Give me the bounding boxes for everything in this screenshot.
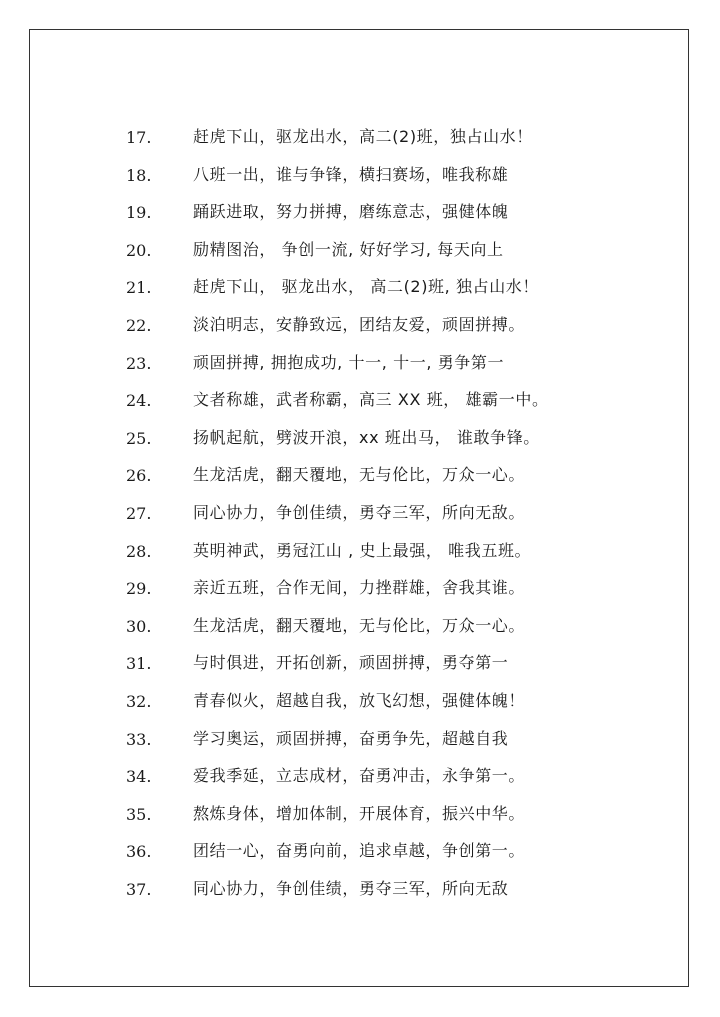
item-text: 熬炼身体，增加体制，开展体育，振兴中华。 bbox=[193, 803, 526, 823]
item-number: 17. bbox=[126, 128, 152, 147]
list-item bbox=[30, 383, 688, 421]
list-item bbox=[30, 609, 688, 647]
list-item bbox=[30, 120, 688, 158]
page-frame bbox=[29, 29, 689, 987]
list-item bbox=[30, 346, 688, 384]
item-text: 踊跃进取，努力拼搏，磨练意志，强健体魄 bbox=[193, 202, 509, 222]
item-text: 赶虎下山，驱龙出水，高二(2)班，独占山水！ bbox=[193, 127, 533, 146]
list-item bbox=[30, 458, 688, 496]
item-text: 同心协力，争创佳绩，勇夺三军，所向无敌 bbox=[193, 878, 509, 898]
item-text: 淡泊明志，安静致远，团结友爱，顽固拼搏。 bbox=[193, 314, 526, 334]
item-text: 顽固拼搏, 拥抱成功, 十一, 十一, 勇争第一 bbox=[193, 352, 505, 372]
list-item bbox=[30, 195, 688, 233]
item-number: 24. bbox=[126, 391, 152, 411]
item-text: 扬帆起航，劈波开浪，xx 班出马， 谁敢争锋。 bbox=[193, 427, 540, 447]
item-number: 28. bbox=[126, 541, 152, 561]
item-text: 与时俱进，开拓创新，顽固拼搏，勇夺第一 bbox=[193, 653, 509, 673]
item-text: 生龙活虎，翻天覆地，无与伦比，万众一心。 bbox=[193, 615, 526, 635]
item-number: 33. bbox=[126, 729, 152, 749]
item-text: 青春似火，超越自我，放飞幻想，强健体魄！ bbox=[193, 690, 526, 710]
list-item bbox=[30, 571, 688, 609]
item-number: 37. bbox=[126, 879, 152, 899]
item-number: 36. bbox=[126, 842, 152, 862]
list-item bbox=[30, 872, 688, 910]
list-item bbox=[30, 834, 688, 872]
item-number: 25. bbox=[126, 428, 152, 448]
list-item bbox=[30, 534, 688, 572]
list-item bbox=[30, 496, 688, 534]
item-text: 赶虎下山， 驱龙出水， 高二(2)班, 独占山水！ bbox=[193, 277, 540, 297]
item-text: 英明神武，勇冠江山 , 史上最强， 唯我五班。 bbox=[193, 540, 532, 560]
item-text: 生龙活虎，翻天覆地，无与伦比，万众一心。 bbox=[193, 465, 526, 485]
item-number: 31. bbox=[126, 654, 152, 674]
list-item bbox=[30, 722, 688, 760]
item-text: 学习奥运，顽固拼搏，奋勇争先，超越自我 bbox=[193, 728, 509, 748]
list-item bbox=[30, 421, 688, 459]
item-number: 32. bbox=[126, 691, 152, 711]
item-text: 励精图治， 争创一流, 好好学习, 每天向上 bbox=[193, 239, 504, 259]
list-item bbox=[30, 684, 688, 722]
list-item bbox=[30, 233, 688, 271]
item-text: 爱我季延，立志成材，奋勇冲击，永争第一。 bbox=[193, 766, 526, 786]
item-number: 30. bbox=[126, 616, 152, 636]
list-item bbox=[30, 646, 688, 684]
item-number: 20. bbox=[126, 240, 152, 260]
item-number: 26. bbox=[126, 466, 152, 486]
list-item bbox=[30, 308, 688, 346]
item-number: 34. bbox=[126, 767, 152, 787]
item-number: 21. bbox=[126, 278, 152, 298]
item-number: 29. bbox=[126, 579, 152, 599]
item-text: 亲近五班，合作无间，力挫群雄，舍我其谁。 bbox=[193, 578, 526, 598]
item-text: 团结一心，奋勇向前，追求卓越，争创第一。 bbox=[193, 841, 526, 861]
item-text: 八班一出，谁与争锋，横扫赛场，唯我称雄 bbox=[193, 164, 509, 184]
item-number: 18. bbox=[126, 165, 152, 185]
item-text: 文者称雄，武者称霸，高三 XX 班， 雄霸一中。 bbox=[193, 390, 549, 410]
item-number: 19. bbox=[126, 203, 152, 223]
item-number: 35. bbox=[126, 804, 152, 824]
list-item bbox=[30, 158, 688, 196]
list-item bbox=[30, 759, 688, 797]
list-item bbox=[30, 797, 688, 835]
item-text: 同心协力，争创佳绩，勇夺三军，所向无敌。 bbox=[193, 502, 526, 522]
slogan-list bbox=[30, 120, 688, 909]
list-item bbox=[30, 270, 688, 308]
item-number: 27. bbox=[126, 503, 152, 523]
item-number: 23. bbox=[126, 353, 152, 373]
item-number: 22. bbox=[126, 315, 152, 335]
